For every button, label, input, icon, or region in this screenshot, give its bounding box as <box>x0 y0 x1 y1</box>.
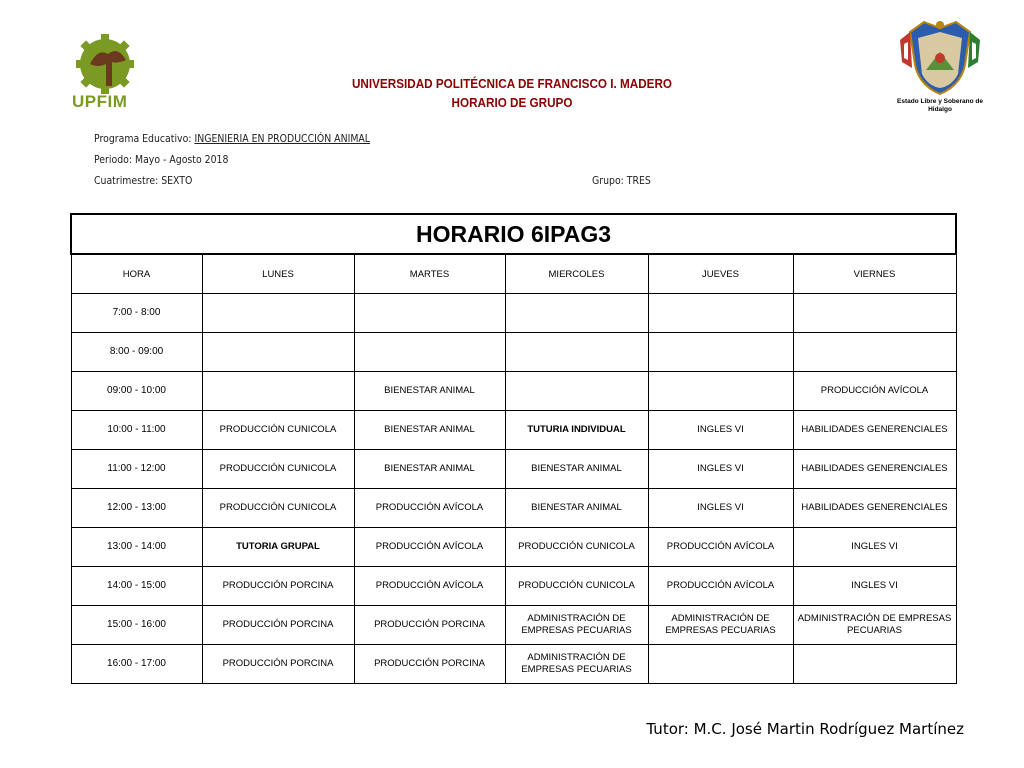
class-cell: PRODUCCIÓN CUNICOLA <box>505 567 648 606</box>
class-cell: ADMINISTRACIÓN DE EMPRESAS PECUARIAS <box>648 606 793 645</box>
column-header: VIERNES <box>793 254 956 294</box>
class-cell: BIENESTAR ANIMAL <box>505 489 648 528</box>
class-cell <box>793 645 956 684</box>
class-cell: BIENESTAR ANIMAL <box>505 450 648 489</box>
class-cell <box>648 294 793 333</box>
class-cell: BIENESTAR ANIMAL <box>354 411 505 450</box>
class-cell: TUTORIA GRUPAL <box>202 528 354 567</box>
programa-value: INGENIERIA EN PRODUCCIÓN ANIMAL <box>194 132 371 145</box>
programa-line <box>94 132 370 145</box>
table-row <box>71 450 956 489</box>
class-cell <box>505 333 648 372</box>
column-header: MIERCOLES <box>505 254 648 294</box>
class-cell: PRODUCCIÓN PORCINA <box>202 606 354 645</box>
class-cell <box>505 372 648 411</box>
table-row <box>71 372 956 411</box>
cuatrimestre-label: Cuatrimestre: <box>94 174 159 187</box>
class-cell: ADMINISTRACIÓN DE EMPRESAS PECUARIAS <box>505 645 648 684</box>
class-cell: INGLES VI <box>793 528 956 567</box>
class-cell: HABILIDADES GENERENCIALES <box>793 450 956 489</box>
class-cell: PRODUCCIÓN PORCINA <box>354 645 505 684</box>
class-cell: BIENESTAR ANIMAL <box>354 450 505 489</box>
class-cell: INGLES VI <box>648 411 793 450</box>
tutor-name: Tutor: M.C. José Martin Rodríguez Martínez <box>646 720 964 738</box>
column-header-row <box>71 254 956 294</box>
upfim-logo-text: UPFIM <box>72 92 128 111</box>
class-cell <box>354 333 505 372</box>
cuatrimestre-line <box>94 174 192 187</box>
class-cell: HABILIDADES GENERENCIALES <box>793 489 956 528</box>
class-cell: PRODUCCIÓN AVÍCOLA <box>648 567 793 606</box>
class-cell: TUTURIA INDIVIDUAL <box>505 411 648 450</box>
hour-cell: 16:00 - 17:00 <box>71 645 202 684</box>
class-cell: PRODUCCIÓN CUNICOLA <box>202 450 354 489</box>
class-cell: HABILIDADES GENERENCIALES <box>793 411 956 450</box>
class-cell: ADMINISTRACIÓN DE EMPRESAS PECUARIAS <box>505 606 648 645</box>
table-row <box>71 606 956 645</box>
class-cell: PRODUCCIÓN AVÍCOLA <box>354 528 505 567</box>
periodo-label: Periodo: <box>94 153 133 166</box>
class-cell: PRODUCCIÓN PORCINA <box>202 645 354 684</box>
table-row <box>71 645 956 684</box>
class-cell: PRODUCCIÓN CUNICOLA <box>202 411 354 450</box>
class-cell: PRODUCCIÓN AVÍCOLA <box>648 528 793 567</box>
column-header: LUNES <box>202 254 354 294</box>
table-row <box>71 333 956 372</box>
table-row <box>71 528 956 567</box>
hour-cell: 7:00 - 8:00 <box>71 294 202 333</box>
hour-cell: 09:00 - 10:00 <box>71 372 202 411</box>
class-cell <box>793 294 956 333</box>
hour-cell: 12:00 - 13:00 <box>71 489 202 528</box>
class-cell: PRODUCCIÓN PORCINA <box>202 567 354 606</box>
university-title: UNIVERSIDAD POLITÉCNICA DE FRANCISCO I. MADERO <box>351 76 673 91</box>
hour-cell: 8:00 - 09:00 <box>71 333 202 372</box>
table-row <box>71 411 956 450</box>
hour-cell: 10:00 - 11:00 <box>71 411 202 450</box>
schedule-subtitle: HORARIO DE GRUPO <box>451 95 573 110</box>
class-cell: PRODUCCIÓN AVÍCOLA <box>793 372 956 411</box>
grupo-label: Grupo: <box>592 174 624 187</box>
programa-label: Programa Educativo: <box>94 132 192 145</box>
seal-caption: Estado Libre y Soberano de Hidalgo <box>897 98 983 113</box>
class-cell <box>648 333 793 372</box>
class-cell <box>648 372 793 411</box>
class-cell <box>202 372 354 411</box>
class-cell: INGLES VI <box>648 450 793 489</box>
class-cell: PRODUCCIÓN AVÍCOLA <box>354 567 505 606</box>
periodo-value: Mayo - Agosto 2018 <box>135 153 229 166</box>
column-header: MARTES <box>354 254 505 294</box>
hour-cell: 14:00 - 15:00 <box>71 567 202 606</box>
class-cell <box>648 645 793 684</box>
class-cell: PRODUCCIÓN CUNICOLA <box>202 489 354 528</box>
class-cell: BIENESTAR ANIMAL <box>354 372 505 411</box>
table-row <box>71 294 956 333</box>
column-header: JUEVES <box>648 254 793 294</box>
class-cell <box>202 294 354 333</box>
table-row <box>71 489 956 528</box>
class-cell: INGLES VI <box>793 567 956 606</box>
table-row <box>71 567 956 606</box>
periodo-line <box>94 153 228 166</box>
class-cell: PRODUCCIÓN CUNICOLA <box>505 528 648 567</box>
schedule-title: HORARIO 6IPAG3 <box>71 214 956 254</box>
hour-cell: 11:00 - 12:00 <box>71 450 202 489</box>
class-cell: PRODUCCIÓN AVÍCOLA <box>354 489 505 528</box>
hour-cell: 15:00 - 16:00 <box>71 606 202 645</box>
class-cell: ADMINISTRACIÓN DE EMPRESAS PECUARIAS <box>793 606 956 645</box>
cuatrimestre-value: SEXTO <box>161 174 193 187</box>
class-cell <box>354 294 505 333</box>
schedule-table <box>70 213 957 684</box>
class-cell <box>793 333 956 372</box>
grupo-value: TRES <box>626 174 651 187</box>
hour-cell: 13:00 - 14:00 <box>71 528 202 567</box>
class-cell: INGLES VI <box>648 489 793 528</box>
class-cell <box>202 333 354 372</box>
column-header: HORA <box>71 254 202 294</box>
class-cell <box>505 294 648 333</box>
schedule-body <box>71 294 956 684</box>
grupo-line <box>592 174 651 187</box>
class-cell: PRODUCCIÓN PORCINA <box>354 606 505 645</box>
